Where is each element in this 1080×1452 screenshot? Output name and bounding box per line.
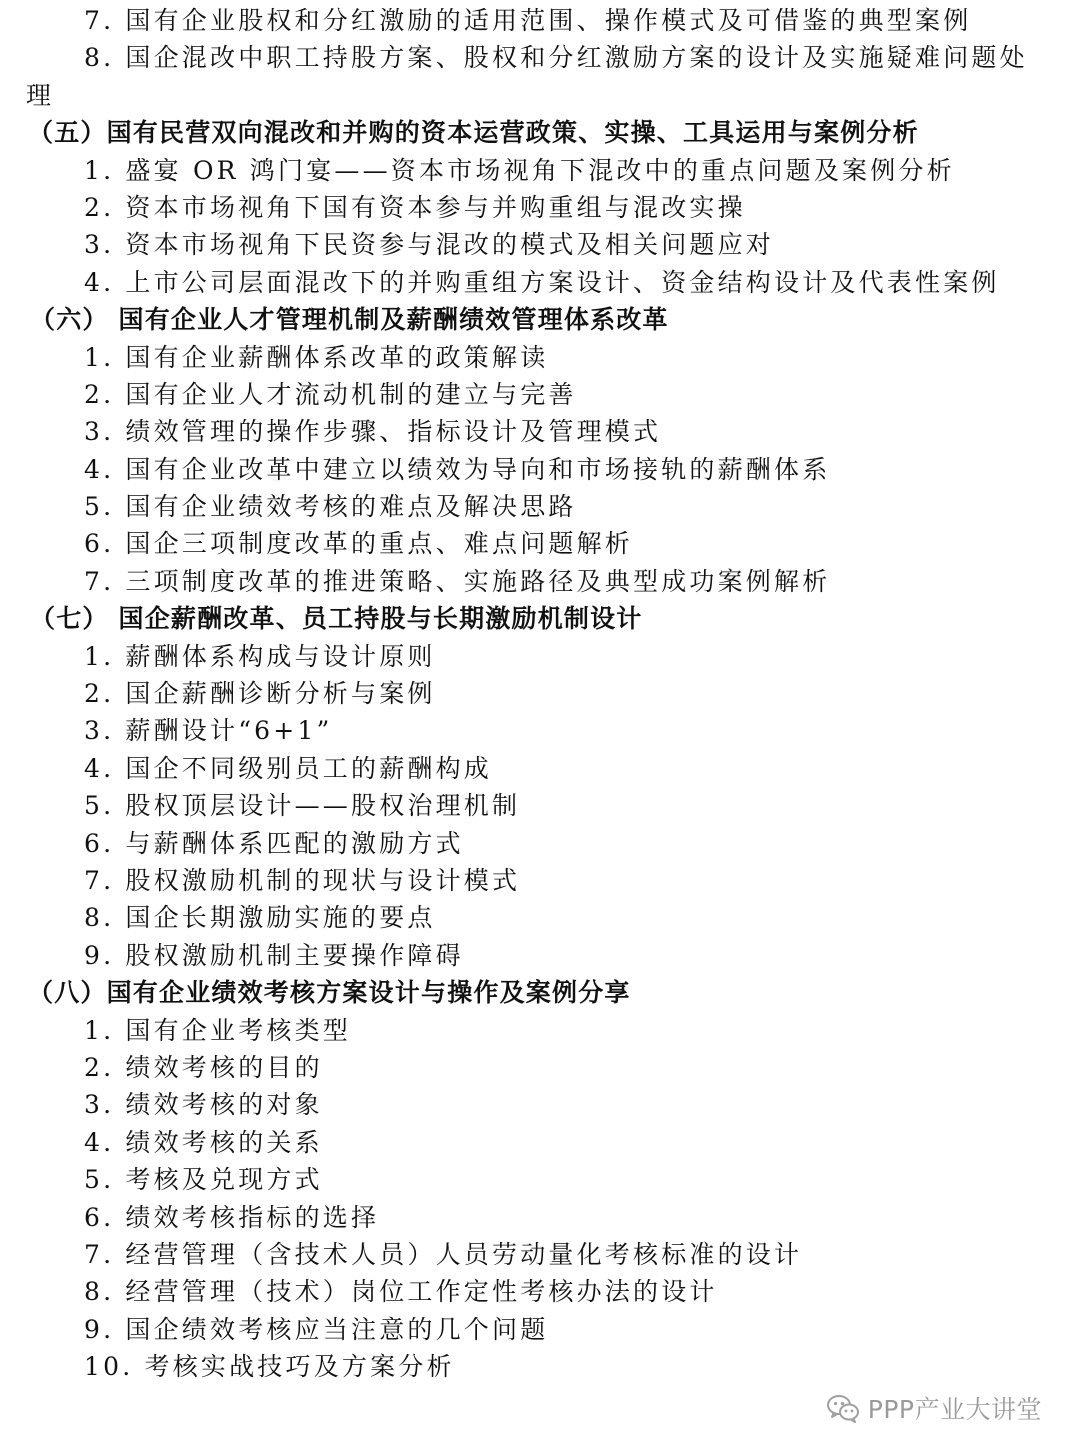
list-item: 5. 国有企业绩效考核的难点及解决思路 <box>84 492 577 522</box>
list-item: 4. 上市公司层面混改下的并购重组方案设计、资金结构设计及代表性案例 <box>84 267 1000 297</box>
list-item: 5. 股权顶层设计——股权治理机制 <box>84 791 521 821</box>
section-heading: （七） 国企薪酬改革、员工持股与长期激励机制设计 <box>30 604 643 634</box>
list-item: 2. 资本市场视角下国有资本参与并购重组与混改实操 <box>84 192 746 222</box>
list-item: 2. 绩效考核的目的 <box>84 1052 323 1082</box>
document-body <box>0 2 1080 1385</box>
list-item: 8. 国企混改中职工持股方案、股权和分红激励方案的设计及实施疑难问题处 <box>84 43 1028 73</box>
list-item: 5. 考核及兑现方式 <box>84 1165 323 1195</box>
list-item: 1. 国有企业考核类型 <box>84 1015 351 1045</box>
list-item: 2. 国有企业人才流动机制的建立与完善 <box>84 379 577 409</box>
list-item: 6. 国企三项制度改革的重点、难点问题解析 <box>84 529 634 559</box>
section-heading: （五）国有民营双向混改和并购的资本运营政策、实操、工具运用与案例分析 <box>28 118 919 148</box>
list-item: 8. 经营管理（技术）岗位工作定性考核办法的设计 <box>84 1277 718 1307</box>
list-item: 1. 国有企业薪酬体系改革的政策解读 <box>84 342 549 372</box>
list-item: 2. 国企薪酬诊断分析与案例 <box>84 679 436 709</box>
wechat-icon <box>826 1393 860 1423</box>
wechat-watermark <box>826 1388 1042 1428</box>
list-item: 4. 绩效考核的关系 <box>84 1127 323 1157</box>
list-item: 9. 国企绩效考核应当注意的几个问题 <box>84 1314 549 1344</box>
list-item: 3. 绩效管理的操作步骤、指标设计及管理模式 <box>84 417 662 447</box>
list-item: 1. 薪酬体系构成与设计原则 <box>84 641 436 671</box>
section-heading: （八）国有企业绩效考核方案设计与操作及案例分享 <box>28 978 631 1008</box>
list-item: 6. 与薪酬体系匹配的激励方式 <box>84 828 464 858</box>
list-item: 4. 国有企业改革中建立以绩效为导向和市场接轨的薪酬体系 <box>84 454 831 484</box>
section-heading: （六） 国有企业人才管理机制及薪酬绩效管理体系改革 <box>30 305 669 335</box>
list-item: 7. 股权激励机制的现状与设计模式 <box>84 865 521 895</box>
list-item: 6. 绩效考核指标的选择 <box>84 1202 380 1232</box>
list-item: 1. 盛宴 OR 鸿门宴——资本市场视角下混改中的重点问题及案例分析 <box>84 155 955 185</box>
list-item: 7. 三项制度改革的推进策略、实施路径及典型成功案例解析 <box>84 566 831 596</box>
watermark-text: PPP产业大讲堂 <box>867 1395 1042 1424</box>
list-item: 3. 资本市场视角下民资参与混改的模式及相关问题应对 <box>84 230 775 260</box>
list-item: 3. 绩效考核的对象 <box>84 1090 323 1120</box>
list-item-continuation: 理 <box>26 80 55 110</box>
list-item: 10. 考核实战技巧及方案分析 <box>84 1352 455 1382</box>
list-item: 9. 股权激励机制主要操作障碍 <box>84 940 464 970</box>
list-item: 4. 国企不同级别员工的薪酬构成 <box>84 753 493 783</box>
list-item: 7. 国有企业股权和分红激励的适用范围、操作模式及可借鉴的典型案例 <box>84 6 972 35</box>
list-item: 8. 国企长期激励实施的要点 <box>84 903 436 933</box>
list-item: 7. 经营管理（含技术人员）人员劳动量化考核标准的设计 <box>84 1239 803 1269</box>
list-item: 3. 薪酬设计“6+1” <box>84 716 333 746</box>
